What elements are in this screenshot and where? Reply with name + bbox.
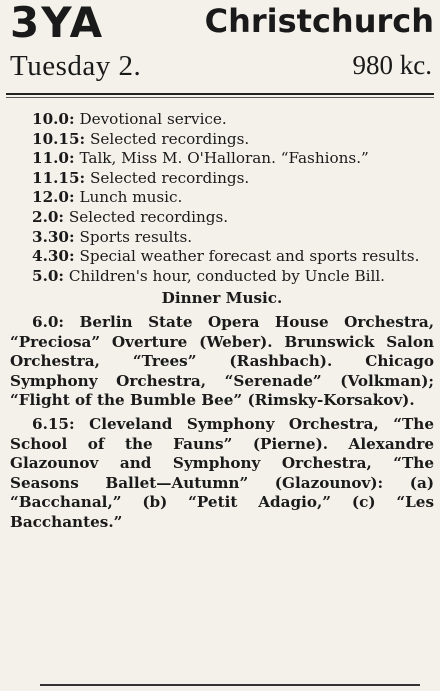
schedule-entry: [10, 208, 434, 228]
schedule-body: [10, 110, 434, 532]
entry-time: 2.0:: [32, 207, 65, 226]
entry-text: Cleveland Symphony Orchestra, “The School of the Fauns” (Pierne). Alexandre Glazounov and Symphony Orchestra, “The Seasons Ballet—Autumn” (Glazounov): (a) “Bacchanal,” (b) “Petit Adagio,” (c) “Les Bacchantes.”: [10, 414, 434, 531]
schedule-entry: [10, 130, 434, 150]
entry-time: 11.0:: [32, 149, 75, 168]
entry-time: 4.30:: [32, 247, 75, 266]
entry-time: 3.30:: [32, 227, 75, 246]
entry-time: 6.15:: [32, 414, 75, 433]
schedule-entry: [10, 247, 434, 267]
station-city: Christchurch: [204, 2, 434, 40]
entry-text: Children's hour, conducted by Uncle Bill.: [68, 266, 386, 285]
schedule-entry: [10, 110, 434, 130]
schedule-entry: [10, 188, 434, 208]
entry-text: Devotional service.: [79, 110, 227, 128]
schedule-entry: [10, 149, 434, 169]
dinner-entry: [10, 415, 434, 533]
schedule-entry: [10, 228, 434, 248]
entry-text: Talk, Miss M. O'Halloran. “Fashions.”: [79, 149, 369, 168]
header-divider-thin: [6, 97, 434, 98]
entry-time: 5.0:: [32, 266, 65, 285]
entry-text: Lunch music.: [79, 188, 183, 207]
station-code: 3YA: [10, 0, 105, 47]
station-frequency: 980 kc.: [352, 50, 432, 80]
broadcast-date: Tuesday 2.: [10, 50, 142, 82]
header-divider: [6, 93, 434, 95]
section-heading: Dinner Music.: [161, 289, 283, 308]
entry-text: Special weather forecast and sports results.: [79, 247, 420, 266]
dinner-music-section: [10, 289, 434, 532]
entry-time: 6.0:: [32, 312, 65, 331]
entry-time: 12.0:: [32, 188, 75, 207]
entry-text: Sports results.: [79, 227, 193, 246]
entry-text: Selected recordings.: [90, 168, 250, 187]
dinner-entry: [10, 313, 434, 411]
schedule-entry: [10, 169, 434, 189]
schedule-entry: [10, 267, 434, 287]
entry-time: 10.15:: [32, 129, 86, 148]
entry-text: Selected recordings.: [90, 129, 250, 148]
entry-time: 11.15:: [32, 168, 86, 187]
footer-divider: [40, 684, 420, 686]
entry-text: Selected recordings.: [68, 207, 229, 226]
entry-time: 10.0:: [32, 110, 75, 128]
entry-text: Berlin State Opera House Orchestra, “Preciosa” Overture (Weber). Brunswick Salon Orchestra, “Trees” (Rashbach). Chicago Symphony Orchestra, “Serenade” (Volkman); “Flight of the Bumble Bee” (Rimsky-Korsakov).: [10, 312, 434, 410]
